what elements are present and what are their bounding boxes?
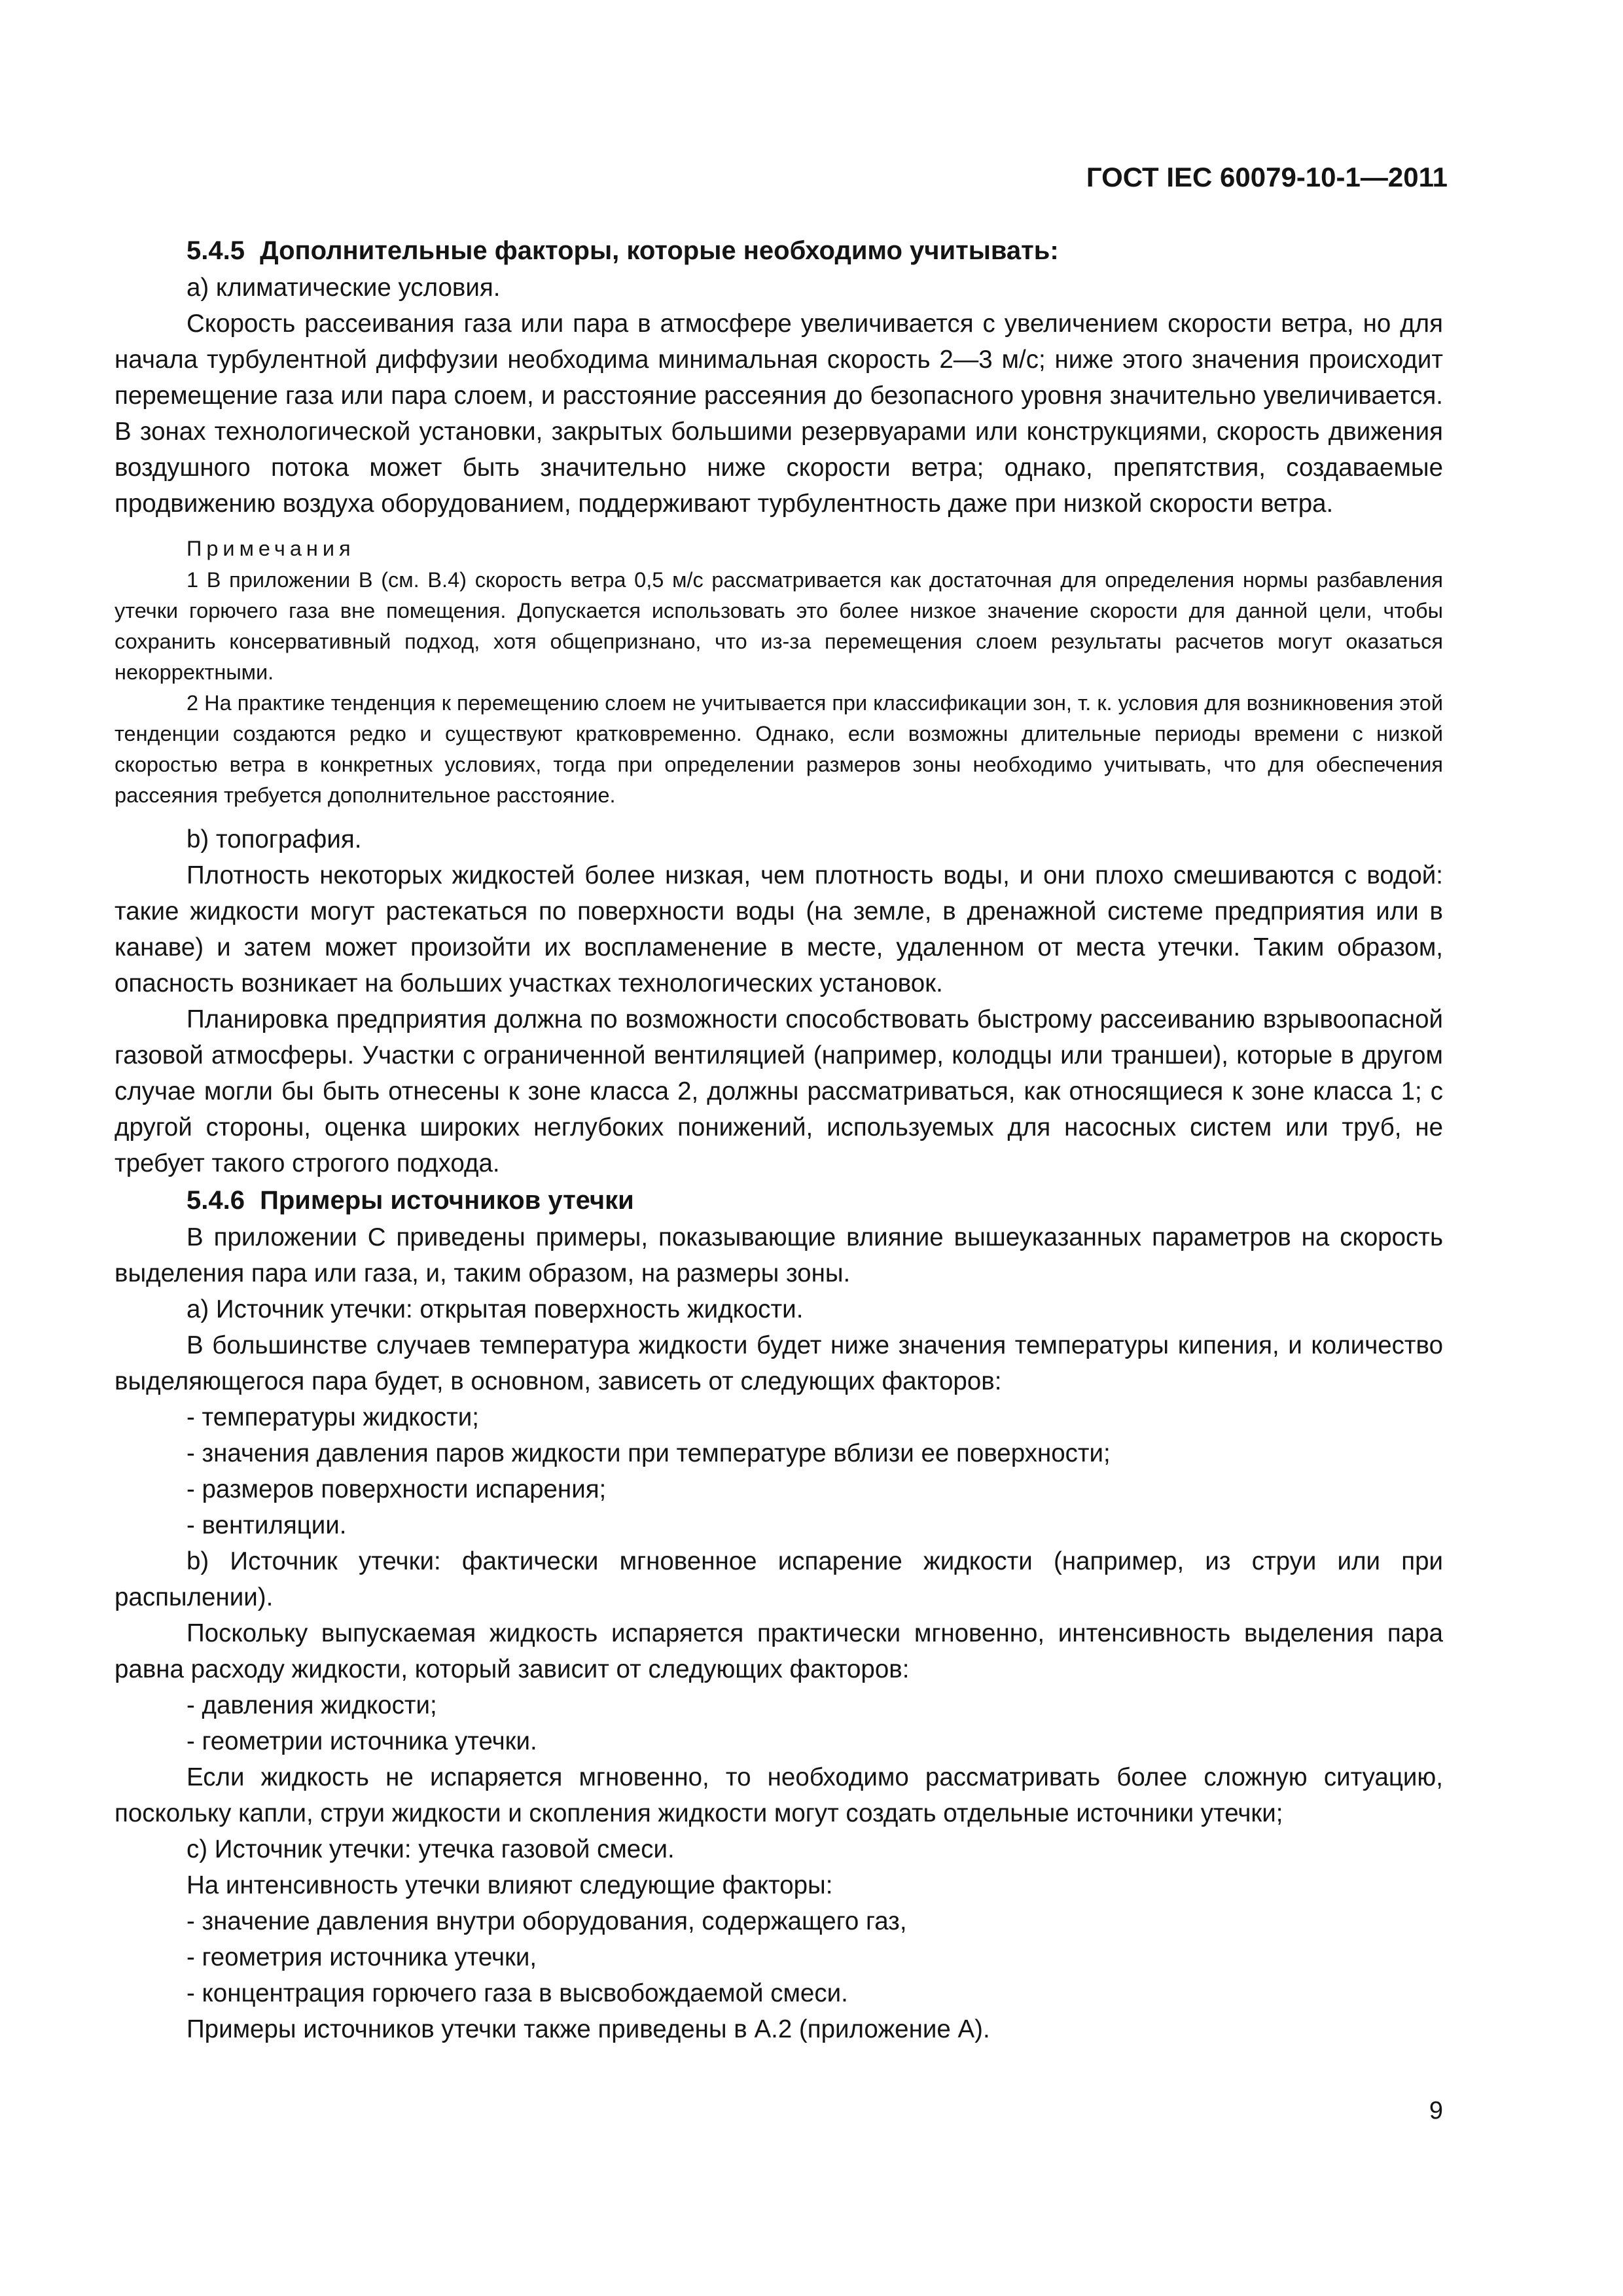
list-item: - концентрация горючего газа в высвобождаемой смеси. [187, 1979, 848, 2007]
section-heading-5-4-5 [115, 232, 1443, 270]
section-title: Дополнительные факторы, которые необходимо учитывать: [260, 236, 1059, 265]
page-number: 9 [1429, 2097, 1443, 2125]
list-item: - геометрия источника утечки, [187, 1943, 537, 1971]
list-item: - значение давления внутри оборудования, содержащего газ, [187, 1907, 907, 1935]
list-item: - размеров поверхности испарения; [187, 1475, 607, 1503]
document-header: ГОСТ IEC 60079-10-1—2011 [1086, 162, 1448, 192]
list-item-source-b: b) Источник утечки: фактически мгновенное испарение жидкости (например, из струи или при распылении). [115, 1547, 1443, 1611]
list-item: - геометрии источника утечки. [187, 1727, 537, 1755]
list-item-climate: a) климатические условия. [187, 274, 501, 302]
notes-block [115, 532, 1443, 811]
section-title: Примеры источников утечки [260, 1186, 634, 1215]
section-number: 5.4.5 [187, 236, 245, 265]
note-2: 2 На практике тенденция к перемещению слоем не учитывается при классификации зон, т. к. условия для возникновения этой тенденции создаются редко и существуют кратковременно. Однако, если возможны длительные периоды времени с низкой скоростью ветра в конкретных условиях, тогда при определении размеров зоны необходимо учитывать, что для обеспечения рассеяния требуется дополнительное расстояние. [115, 691, 1443, 807]
list-item: - вентиляции. [187, 1511, 347, 1539]
list-item: - значения давления паров жидкости при температуре вблизи ее поверхности; [187, 1439, 1111, 1467]
paragraph-plant-layout: Планировка предприятия должна по возможности способствовать быстрому рассеиванию взрывоопасной газовой атмосферы. Участки с ограниченной вентиляцией (например, колодцы или траншеи), которые в другом случае могли бы быть отнесены к зоне класса 2, должны рассматриваться, как относящиеся к зоне класса 1; с другой стороны, оценка широких неглубоких понижений, используемых для насосных систем или труб, не требует такого строгого подхода. [115, 1005, 1443, 1177]
paragraph-final: Примеры источников утечки также приведены в А.2 (приложение А). [187, 2015, 990, 2043]
list-item-source-c: c) Источник утечки: утечка газовой смеси. [187, 1835, 675, 1863]
section-heading-5-4-6 [115, 1181, 1443, 1219]
page-content [115, 232, 1443, 2047]
list-item-topography: b) топография. [187, 825, 362, 853]
paragraph-source-b: Поскольку выпускаемая жидкость испаряется практически мгновенно, интенсивность выделения пара равна расходу жидкости, который зависит от следующих факторов: [115, 1619, 1443, 1683]
note-1: 1 В приложении В (см. В.4) скорость ветра 0,5 м/с рассматривается как достаточная для определения нормы разбавления утечки горючего газа вне помещения. Допускается использовать это более низкое значение скорости для данной цели, чтобы сохранить консервативный подход, хотя общепризнано, что из-за перемещения слоем результаты расчетов могут оказаться некорректными. [115, 568, 1443, 684]
section-number: 5.4.6 [187, 1186, 245, 1215]
paragraph-source-a: В большинстве случаев температура жидкости будет ниже значения температуры кипения, и количество выделяющегося пара будет, в основном, зависеть от следующих факторов: [115, 1331, 1443, 1395]
list-item: - давления жидкости; [187, 1691, 437, 1719]
list-item-source-a: a) Источник утечки: открытая поверхность жидкости. [187, 1295, 804, 1323]
notes-title: Примечания [187, 537, 355, 560]
paragraph-liquids: Плотность некоторых жидкостей более низкая, чем плотность воды, и они плохо смешиваются с водой: такие жидкости могут растекаться по поверхности воды (на земле, в дренажной системе предприятия или в канаве) и затем может произойти их воспламенение в месте, удаленном от места утечки. Таким образом, опасность возникает на больших участках технологических установок. [115, 861, 1443, 997]
paragraph-wind: Скорость рассеивания газа или пара в атмосфере увеличивается с увеличением скорости ветра, но для начала турбулентной диффузии необходима минимальная скорость 2—3 м/с; ниже этого значения происходит перемещение газа или пара слоем, и расстояние рассеяния до безопасного уровня значительно увеличивается. В зонах технологической установки, закрытых большими резервуарами или конструкциями, скорость движения воздушного потока может быть значительно ниже скорости ветра; однако, препятствия, создаваемые продвижению воздуха оборудованием, поддерживают турбулентность даже при низкой скорости ветра. [115, 310, 1443, 518]
paragraph-source-b-note: Если жидкость не испаряется мгновенно, то необходимо рассматривать более сложную ситуацию, поскольку капли, струи жидкости и скопления жидкости могут создать отдельные источники утечки; [115, 1763, 1443, 1827]
list-item: - температуры жидкости; [187, 1403, 479, 1431]
paragraph-intro: В приложении С приведены примеры, показывающие влияние вышеуказанных параметров на скорость выделения пара или газа, и, таким образом, на размеры зоны. [115, 1223, 1443, 1287]
paragraph-source-c: На интенсивность утечки влияют следующие факторы: [187, 1871, 833, 1899]
